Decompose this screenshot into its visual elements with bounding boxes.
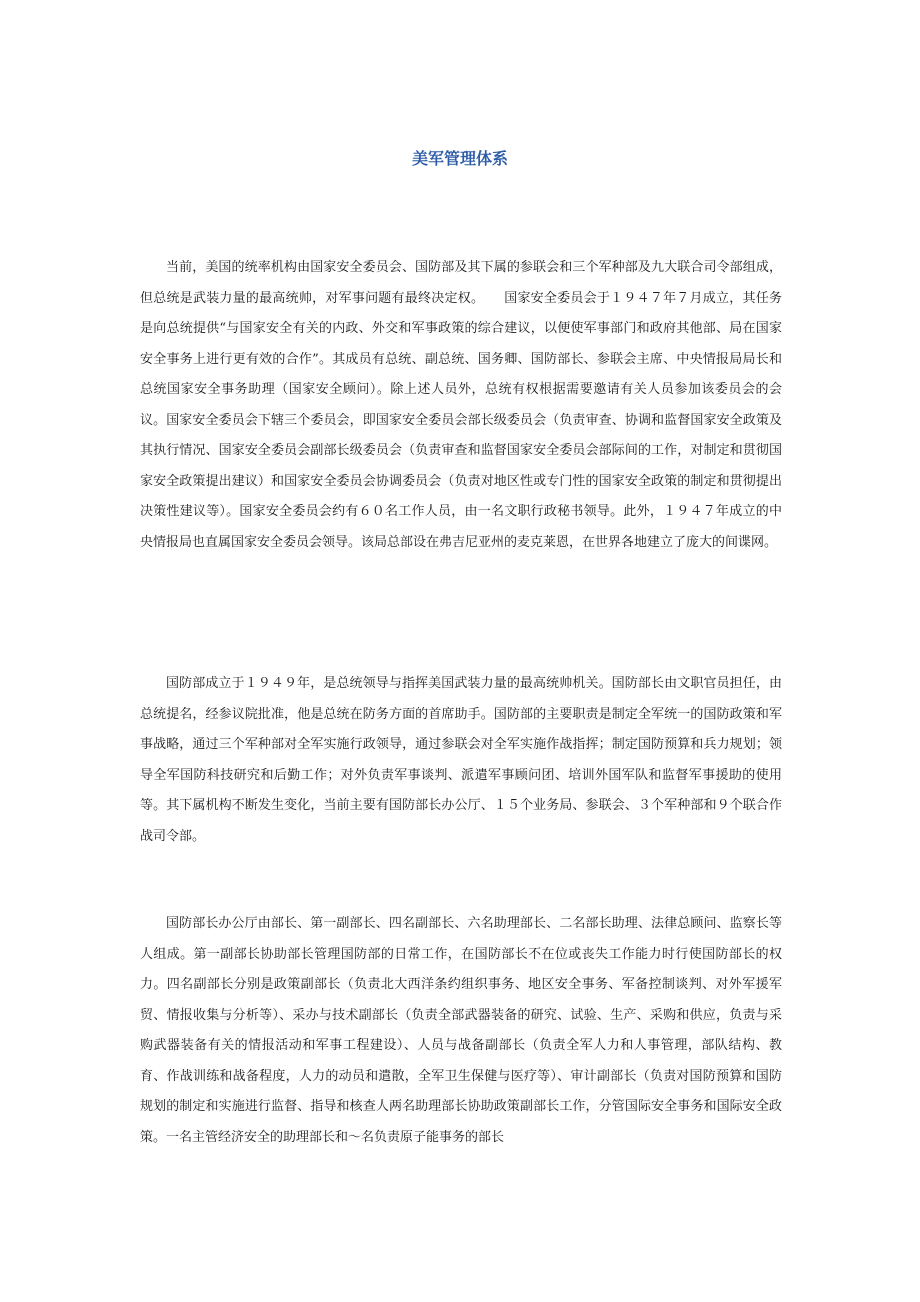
paragraph-department-of-defense: 国防部成立于１９４９年，是总统领导与指挥美国武装力量的最高统帅机关。国防部长由文职官员担任，由总统提名，经参议院批准，他是总统在防务方面的首席助手。国防部的主要职责是制定全军统一的国防政策和军事战略，通过三个军种部对全军实施行政领导，通过参联会对全军实施作战指挥；制定国防预算和兵力规划；领导全军国防科技研究和后勤工作；对外负责军事谈判、派遣军事顾问团、培训外国军队和监督军事援助的使用等。其下属机构不断发生变化，当前主要有国防部长办公厅、１５个业务局、参联会、３个军种部和９个联合作战司令部。 xyxy=(140,676,782,844)
paragraph-national-security-council: 当前，美国的统率机构由国家安全委员会、国防部及其下属的参联会和三个军种部及九大联合司令部组成，但总统是武装力量的最高统帅，对军事问题有最终决定权。 国家安全委员会于１９４７年７月成立，其任务是向总统提供“与国家安全有关的内政、外交和军事政策的综合建议，以便使军事部门和政府其他部、局在国家安全事务上进行更有效的合作”。其成员有总统、副总统、国务卿、国防部长、参联会主席、中央情报局局长和总统国家安全事务助理（国家安全顾问）。除上述人员外，总统有权根据需要邀请有关人员参加该委员会的会议。国家安全委员会下辖三个委员会，即国家安全委员会部长级委员会（负责审查、协调和监督国家安全政策及其执行情况、国家安全委员会副部长级委员会（负责审查和监督国家安全委员会部际间的工作，对制定和贯彻国家安全政策提出建议）和国家安全委员会协调委员会（负责对地区性或专门性的国家安全政策的制定和贯彻提出决策性建议等）。国家安全委员会约有６０名工作人员，由一名文职行政秘书领导。此外，１９４７年成立的中央情报局也直属国家安全委员会领导。该局总部设在弗吉尼亚州的麦克莱恩，在世界各地建立了庞大的间谍网。 xyxy=(140,260,782,550)
page-title: 美军管理体系 xyxy=(411,149,508,168)
paragraph-secretary-office: 国防部长办公厅由部长、第一副部长、四名副部长、六名助理部长、二名部长助理、法律总顾问、监察长等人组成。第一副部长协助部长管理国防部的日常工作，在国防部长不在位或丧失工作能力时行使国防部长的权力。四名副部长分别是政策副部长（负责北大西洋条约组织事务、地区安全事务、军备控制谈判、对外军援军贸、情报收集与分析等）、采办与技术副部长（负责全部武器装备的研究、试验、生产、采购和供应，负责与采购武器装备有关的情报活动和军事工程建设）、人员与战备副部长（负责全军人力和人事管理，部队结构、教育、作战训练和战备程度，人力的动员和遣散，全军卫生保健与医疗等）、审计副部长（负责对国防预算和国防规划的制定和实施进行监督、指导和核查人两名助理部长协助政策副部长工作，分管国际安全事务和国际安全政策。一名主管经济安全的助理部长和～名负责原子能事务的部长 xyxy=(140,916,782,1145)
